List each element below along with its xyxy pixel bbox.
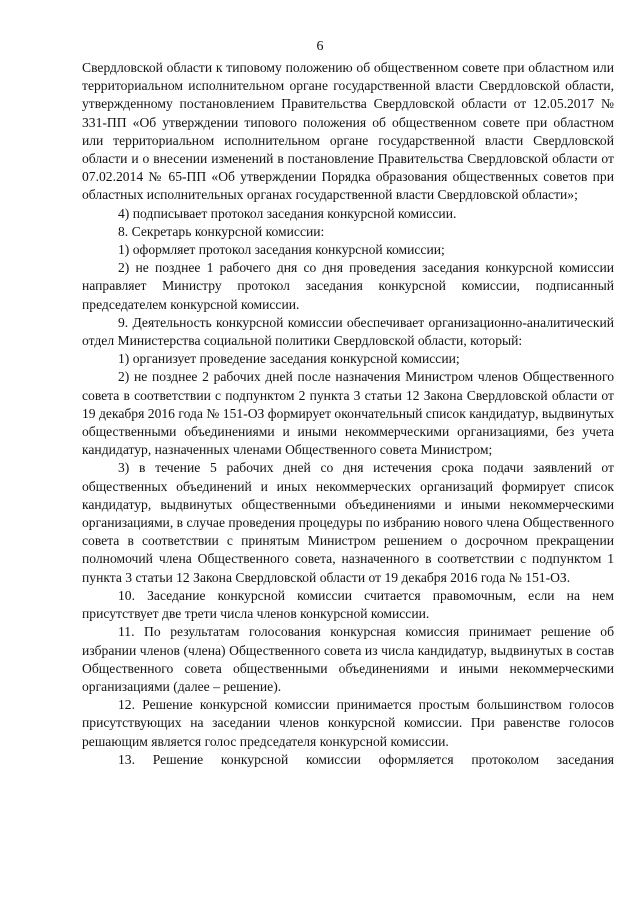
paragraph: 9. Деятельность конкурсной комиссии обеспечивает организационно-аналитический отдел Министерства социальной политики Свердловской области, который: (82, 314, 614, 349)
paragraph: 4) подписывает протокол заседания конкурсной комиссии. (118, 205, 457, 221)
document-body (82, 59, 614, 769)
paragraph: 13. Решение конкурсной комиссии оформляется протоколом заседания (118, 751, 614, 767)
page-number: 6 (316, 39, 324, 54)
paragraph: 2) не позднее 1 рабочего дня со дня проведения заседания конкурсной комиссии направляет Министру протокол заседания конкурсной комиссии, подписанный председателем конкурсной комиссии. (82, 260, 614, 312)
paragraph: 12. Решение конкурсной комиссии принимается простым большинством голосов присутствующих на заседании членов конкурсной комиссии. При равенстве голосов решающим является голос председателя конкурсной комиссии. (82, 697, 614, 749)
paragraph: 11. По результатам голосования конкурсная комиссия принимает решение об избрании членов (члена) Общественного совета из числа кандидатур, выдвинутых в состав Общественного совета общественными объединениями и иными некоммерческими организациями (далее – решение). (82, 624, 614, 694)
paragraph: 3) в течение 5 рабочих дней со дня истечения срока подачи заявлений от общественных объединений и иных некоммерческих организаций формирует список кандидатур, выдвинутых общественными объединениями и иными некоммерческими организациями, в случае проведения процедуры по избранию нового члена Общественного совета в соответствии с принятым Министром решением о досрочном прекращении полномочий члена Общественного совета, назначенного в соответствии с подпунктом 1 пункта 3 статьи 12 Закона Свердловской области от 19 декабря 2016 года № 151-ОЗ. (82, 460, 614, 585)
paragraph: 1) организует проведение заседания конкурсной комиссии; (118, 351, 460, 367)
paragraph: 2) не позднее 2 рабочих дней после назначения Министром членов Общественного совета в соответствии с подпунктом 2 пункта 3 статьи 12 Закона Свердловской области от 19 декабря 2016 года № 151-ОЗ формирует окончательный список кандидатур, выдвинутых общественными объединениями и иными некоммерческими организациями, без учета кандидатур, назначенных членами Общественного совета Министром; (82, 369, 614, 458)
paragraph: 1) оформляет протокол заседания конкурсной комиссии; (118, 242, 445, 258)
paragraph: Свердловской области к типовому положению об общественном совете при областном или территориальном исполнительном органе государственной власти Свердловской области, утвержденному постановлением Правительства Свердловской области от 12.05.2017 № 331-ПП «Об утверждении типового положения об общественном совете при областном или территориальном исполнительном органе государственной власти Свердловской области и о внесении изменений в постановление Правительства Свердловской области от 07.02.2014 № 65-ПП «Об утверждении Порядка образования общественных советов при областных исполнительных органах государственной власти Свердловской области»; (82, 60, 614, 203)
paragraph: 8. Секретарь конкурсной комиссии: (118, 223, 325, 239)
paragraph: 10. Заседание конкурсной комиссии считается правомочным, если на нем присутствует две трети числа членов конкурсной комиссии. (82, 587, 614, 622)
